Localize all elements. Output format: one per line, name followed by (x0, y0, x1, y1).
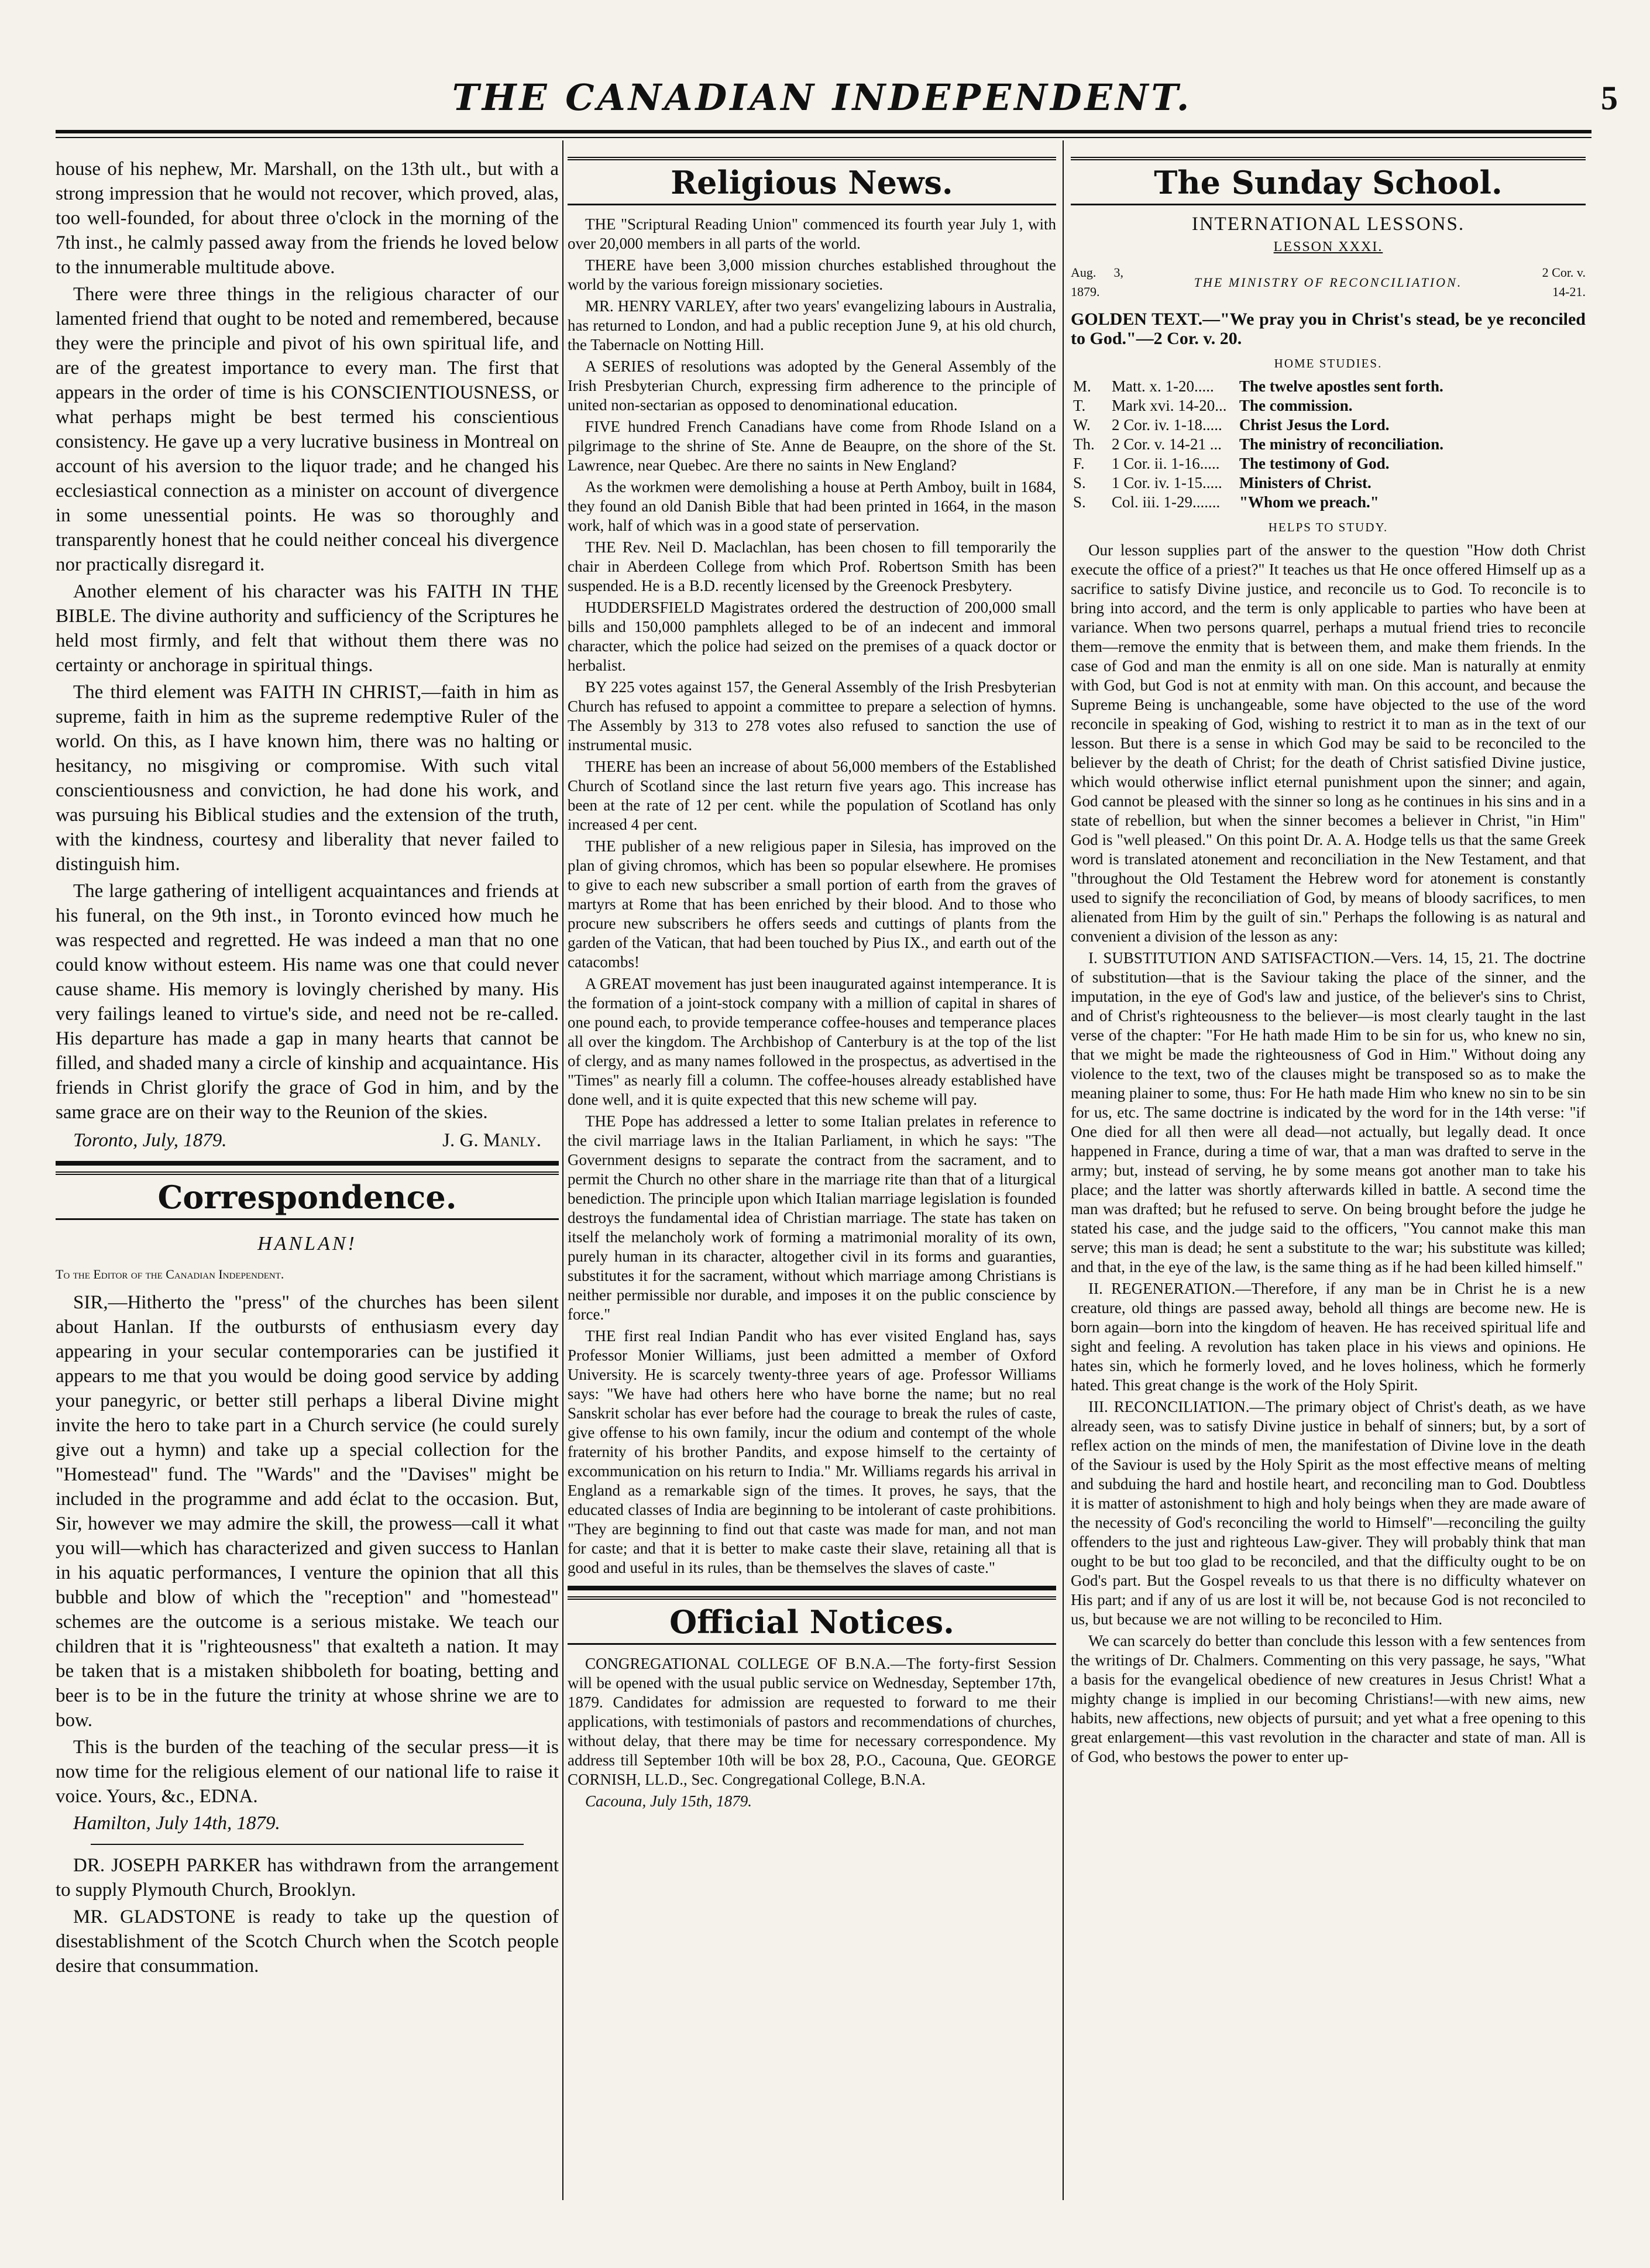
helps-label: HELPS TO STUDY. (1268, 520, 1388, 534)
correspondence-heading: Correspondence. (56, 1171, 559, 1220)
study-reference: 1 Cor. iv. 1-15..... (1112, 474, 1222, 492)
study-reference: 1 Cor. ii. 1-16..... (1112, 455, 1220, 472)
news-item: A GREAT movement has just been inaugurated against intemperance. It is the formation of a joint-stock company with a million of capital in shares of one pound each, to provide temperance coffee-houses and temperance places all over the kingdom. The Archbishop of Canterbury is at the top of the list of clergy, and as many names followed in the prospectus, as advertised in the "Times" as nearly fill a column. The coffee-houses already established have done well, and it is quite expected that this new scheme will pay. (568, 975, 1056, 1108)
study-topic: The ministry of reconciliation. (1239, 435, 1443, 453)
section-rule (56, 1161, 559, 1166)
lesson-paragraph: Our lesson supplies part of the answer to the question "How doth Christ execute the office of a priest?" It teaches us that He once offered Himself up as a sacrifice to satisfy Divine justice, and reconcile us to God. To reconcile is to bring into accord, and the term is only applicable to parties who have been at variance. When two persons quarrel, perhaps a mutual friend tries to reconcile them—remove the enmity that is between them, and make them friends. In the case of God and man the enmity is all on one side. Man is naturally at enmity with God, but God is not at enmity with man. On this account, and because the Supreme Being is unchangeable, some have objected to the use of the word reconcile in speaking of God, wishing to restrict it to man as in the text of our lesson. But there is a sense in which God may be said to be reconciled to the believer by the death of Christ; for the death of Christ satisfied Divine justice, which would otherwise inflict eternal punishment upon the sinner; and again, God cannot be pleased with the sinner so long as he continues in his sins and in a state of rebellion, but when the sinner becomes a believer in Christ, "in Him" God is "well pleased." On this point Dr. A. A. Hodge tells us that the same Greek word is translated atonement and reconciliation in the New Testament, and that "throughout the Old Testament the Hebrew word for atonement is constantly used to signify the reconciliation of God, by means of bloody sacrifices, to men alienated from Him by the guilt of sin." Perhaps the following is as natural and convenient a division of the lesson as any: (1071, 541, 1586, 945)
letter-title: HANLAN! (257, 1233, 357, 1255)
news-item: THE first real Indian Pandit who has ever visited England has, says Professor Monier Williams, just been admitted a member of Oxford University. He is scarcely twenty-three years of age. Professor Williams says: "We have had others here who have borne the name; but no real Sanskrit scholar has ever before had the courage to break the rules of caste, give offense to his own family, incur the odium and contempt of the whole fraternity of his brother Pandits, and expose himself to the certainty of excommunication on his return to India." Mr. Williams regards his arrival in England as a remarkable sign of the times. It proves, he says, that the educated classes of India are beginning to be intolerant of caste prohibitions. "They are beginning to find out that caste was made for man, and not man for caste; and that it is better to make caste their slave, retaining all that is good and useful in its rules, than be themselves the slaves of caste." (568, 1327, 1056, 1576)
middle-column (568, 157, 1056, 1811)
study-topic: The twelve apostles sent forth. (1239, 377, 1443, 395)
notice-dateline: Cacouna, July 15th, 1879. (585, 1792, 752, 1810)
news-item: THE "Scriptural Reading Union" commenced its fourth year July 1, with over 20,000 members in all parts of the world. (568, 215, 1056, 252)
lessons-title: INTERNATIONAL LESSONS. (1191, 214, 1465, 235)
obituary-paragraph: house of his nephew, Mr. Marshall, on the 13th ult., but with a strong impression that he would not recover, which proved, alas, too well-founded, for about three o'clock in the morning of the 7th inst., he calmly passed away from the friends he loved below to the innumerable multitude above. (56, 159, 559, 278)
column-divider-1 (562, 140, 563, 2200)
obituary-dateline: Toronto, July, 1879. (73, 1130, 227, 1151)
study-topic: "Whom we preach." (1239, 493, 1379, 511)
golden-text: GOLDEN TEXT.—"We pray you in Christ's stead, be ye reconciled to God."—2 Cor. v. 20. (1071, 310, 1586, 348)
news-item: As the workmen were demolishing a house at Perth Amboy, built in 1684, they found an old Danish Bible that had been printed in 1664, in the mason work, half of which was in a good state of perservation. (568, 478, 1056, 534)
study-row (1071, 435, 1586, 454)
news-item: HUDDERSFIELD Magistrates ordered the destruction of 200,000 small bills and 150,000 pamphlets alleged to be of an indecent and immoral character, which the police had seized on the premises of a quack doctor or herbalist. (568, 599, 1056, 674)
lesson-date: Aug. 3, 1879. (1071, 265, 1123, 299)
study-topic: Christ Jesus the Lord. (1239, 416, 1390, 434)
obituary-author: J. G. Manly. (442, 1130, 541, 1151)
left-column (56, 157, 559, 1981)
study-day: T. (1073, 397, 1086, 414)
news-item: THE publisher of a new religious paper in Silesia, has improved on the plan of giving chromos, which has been so popular elsewhere. He promises to give to each new subscriber a small portion of earth from the graves of martyrs at Rome that has been enriched by their blood. And to those who procure new subscribers he offers seeds and cuttings of plants from the garden of the Vatican, that had been touched by Pius IX., and earth out of the catacombs! (568, 837, 1056, 971)
letter-dateline: Hamilton, July 14th, 1879. (73, 1813, 280, 1834)
news-item: THE Rev. Neil D. Maclachlan, has been chosen to fill temporarily the chair in Aberdeen College from which Prof. Robertson Smith has been suspended. He is a B.D. recently licensed by the Greenock Presbytery. (568, 538, 1056, 595)
study-day: S. (1073, 474, 1086, 492)
study-row (1071, 396, 1586, 415)
newspaper-title: THE CANADIAN INDEPENDENT. (452, 76, 1192, 119)
study-reference: Matt. x. 1-20..... (1112, 377, 1214, 395)
home-studies-table (1071, 377, 1586, 512)
obituary-signature (56, 1128, 559, 1153)
sunday-school-heading: The Sunday School. (1071, 157, 1586, 205)
study-row (1071, 473, 1586, 493)
news-item: MR. HENRY VARLEY, after two years' evangelizing labours in Australia, has returned to London, and had a public reception June 9, at his old church, the Tabernacle on Notting Hill. (568, 297, 1056, 353)
news-item: THE Pope has addressed a letter to some Italian prelates in reference to the civil marriage laws in the Italian Parliament, in which he says: "The Government designs to separate the contract from the sacrament, and to permit the Church no other share in the marriage rite than that of a liturgical benediction. The principle upon which Italian marriage legislation is founded destroys the fundamental idea of Christian marriage. The state has taken on itself the melancholy work of forming a matrimonial morality of its own, purely human in its character, altogether civil in its forms and guaranties, substitutes it for the sacrament, without which marriage among Christians is neither permissible nor durable, and imposes it on the public conscience by force." (568, 1112, 1056, 1323)
letter-paragraph: SIR,—Hitherto the "press" of the churches has been silent about Hanlan. If the outbursts of enthusiasm every day appearing in your secular contemporaries can be justified it appears to me that you would be doing good service by adding your panegyric, or better still perhaps a liberal Divine might invite the hero to take part in a Church service (he could surely give out a hymn) and take up a special collection for the "Homestead" fund. The "Wards" and the "Davises" might be included in the programme and add éclat to the occasion. But, Sir, however we may admire the skill, the prowess—call it what you will—which has characterized and given success to Hanlan in his aquatic performances, I venture the opinion that all this bubble and blow of which the "reception" and "homestead" schemes are the outcome is a serious mistake. We teach our children that it is "righteousness" that exalteth a nation. It may be taken that is a mistaken shibboleth for boating, betting and beer is to be in the future the trinity at whose shrine we are to bow. (56, 1292, 559, 1731)
lesson-paragraph: I. SUBSTITUTION AND SATISFACTION.—Vers. 14, 15, 21. The doctrine of substitution—that is the Saviour taking the place of the sinner, and the imputation, in the eye of God's law and justice, of the believer's sins to Christ, and of Christ's righteousness to the believer—is most clearly taught in the last verse of the chapter: "For He hath made Him to be sin for us, who knew no sin, that we might be made the righteousness of God in Him." Without doing any violence to the text, two of the clauses might be transposed so as to make the meaning plainer to some, thus: For He hath made Him who knew no sin to be sin for us, etc. The same doctrine is indicated by the word for in the 14th verse: "if One died for all then were all dead—not actually, but legally dead. It once happened in France, during a time of war, that a man was drafted to serve in the army; but, instead of serving, he by some means got another man to take his place; and the latter was shortly afterwards killed in battle. A second time the man was drafted; but he refused to serve. On being brought before the judge he stated his case, and the judge said to the officers, "You cannot make this man serve; this man is dead; he sent a substitute to the war; his substitute was killed; and that, in the eye of the law, is the same thing as if he had been killed himself." (1071, 949, 1586, 1276)
study-day: W. (1073, 416, 1091, 434)
right-column (1071, 157, 1586, 1769)
section-rule (568, 1586, 1056, 1590)
study-row (1071, 377, 1586, 396)
study-day: Th. (1073, 435, 1095, 453)
study-row (1071, 454, 1586, 473)
news-item: THERE has been an increase of about 56,000 members of the Established Church of Scotland since the last return five years ago. This increase has been at the rate of 12 per cent. while the population of Scotland has only increased 4 per cent. (568, 758, 1056, 833)
lesson-meta (1071, 263, 1586, 301)
masthead-rule-thick (56, 130, 1591, 133)
lesson-paragraph: II. REGENERATION.—Therefore, if any man be in Christ he is a new creature, old things are passed away, behold all things are become new. He is born again—born into the kingdom of heaven. He has received spiritual life and sight and feeling. A revolution has taken place in his views and opinions. He hates sin, which he formerly loved, and he loves holiness, which he formerly hated. This great change is the work of the Holy Spirit. (1071, 1280, 1586, 1394)
study-reference: 2 Cor. v. 14-21 ... (1112, 435, 1222, 453)
study-reference: Mark xvi. 14-20... (1112, 397, 1227, 414)
news-item: BY 225 votes against 157, the General Assembly of the Irish Presbyterian Church has refused to appoint a committee to prepare a selection of hymns. The Assembly by 313 to 278 votes also refused to sanction the use of instrumental music. (568, 678, 1056, 754)
official-notices-heading: Official Notices. (568, 1596, 1056, 1645)
religious-news-heading: Religious News. (568, 157, 1056, 205)
lesson-title: THE MINISTRY OF RECONCILIATION. (1194, 274, 1463, 290)
letter-addressee: To the Editor of the Canadian Independent. (56, 1267, 284, 1281)
study-day: S. (1073, 493, 1086, 511)
study-topic: Ministers of Christ. (1239, 474, 1371, 492)
masthead-rule-thin (56, 137, 1591, 138)
home-studies-label: HOME STUDIES. (1274, 356, 1383, 370)
column-divider-2 (1063, 140, 1064, 2200)
lesson-reference: 2 Cor. v. 14-21. (1542, 265, 1586, 299)
obituary-paragraph: The large gathering of intelligent acquaintances and friends at his funeral, on the 9th inst., in Toronto evinced how much he was respected and regretted. He was indeed a man that no one could know without esteem. His name was one that could never cause shame. His memory is lovingly cherished by many. His very failings leaned to virtue's side, and need not be re-called. His departure has made a gap in many hearts that cannot be filled, and shaded many a circle of kinship and acquaintance. His friends in Christ glorify the grace of God in him, and by the same grace are on their way to the Reunion of the skies. (56, 881, 559, 1123)
divider (91, 1844, 524, 1845)
news-item: THERE have been 3,000 mission churches established throughout the world by the various foreign missionary societies. (568, 256, 1056, 293)
notice-text: CONGREGATIONAL COLLEGE OF B.N.A.—The forty-first Session will be opened with the usual public service on Wednesday, September 17th, 1879. Candidates for admission are requested to forward to me their applications, with testimonials of pastors and recommendations of churches, without delay, that there may be time for necessary correspondence. My address till September 10th will be box 28, P.O., Cacouna, Que. GEORGE CORNISH, LL.D., Sec. Congregational College, B.N.A. (568, 1655, 1056, 1788)
study-row (1071, 415, 1586, 435)
obituary-paragraph: There were three things in the religious character of our lamented friend that ought to be noted and remembered, because they were the principle and pivot of his own spiritual life, and are of the greatest importance to every man. The first that appears in the order of time is his CONSCIENTIOUSNESS, or what perhaps might be best termed his conscientious consistency. He gave up a very lucrative business in Montreal on account of his aversion to the liquor trade; and he changed his ecclesiastical connection as a minister on account of divergence in some unessential points. He was so thoroughly and transparently honest that he could neither conceal his divergence nor practically disregard it. (56, 284, 559, 575)
study-reference: Col. iii. 1-29....... (1112, 493, 1221, 511)
study-topic: The testimony of God. (1239, 455, 1390, 472)
letter-paragraph: This is the burden of the teaching of the secular press—it is now time for the religious element of our national life to raise it voice. Yours, &c., EDNA. (56, 1737, 559, 1807)
study-day: M. (1073, 377, 1091, 395)
news-note: DR. JOSEPH PARKER has withdrawn from the arrangement to supply Plymouth Church, Brooklyn. (56, 1855, 559, 1901)
obituary-paragraph: Another element of his character was his FAITH IN THE BIBLE. The divine authority and sufficiency of the Scriptures he held most firmly, and felt that without them there was no certainty or anchorage in spiritual things. (56, 581, 559, 676)
news-note: MR. GLADSTONE is ready to take up the question of disestablishment of the Scotch Church when the Scotch people desire that consummation. (56, 1906, 559, 1977)
obituary-paragraph: The third element was FAITH IN CHRIST,—faith in him as supreme, faith in him as the supreme redemptive Ruler of the world. On this, as I have known him, there was no halting or hesitancy, no misgiving or compromise. With such vital conscientiousness and conviction, he had done his work, and was pursuing his Biblical studies and the extension of the truth, with the kindness, courtesy and liberality that never failed to distinguish him. (56, 682, 559, 875)
study-row (1071, 493, 1586, 512)
page-number: 5 (1601, 79, 1618, 117)
lesson-paragraph: III. RECONCILIATION.—The primary object of Christ's death, as we have already seen, was to satisfy Divine justice in behalf of sinners; but, by a sort of reflex action on the minds of men, the manifestation of Divine love in the death of the Saviour is used by the Holy Spirit as the most effective means of melting and subduing the hard and hostile heart, and reconciling man to God. Doubtless it is matter of astonishment to high and holy beings when they are made aware of the necessity of God's reconciling the world to Himself"—reconciling the guilty offenders to the just and righteous Law-giver. They will probably think that man ought to be but too glad to be reconciled, and that the difficulty ought to be on God's part. But the Gospel reveals to us that there is no difficulty whatever on His part; and if any of us are lost it will be, not because God is not reconciled to us, but because we are not willing to be reconciled to Him. (1071, 1398, 1586, 1628)
lesson-number: LESSON XXXI. (1273, 239, 1383, 255)
masthead (56, 76, 1618, 129)
study-day: F. (1073, 455, 1085, 472)
study-reference: 2 Cor. iv. 1-18..... (1112, 416, 1222, 434)
study-topic: The commission. (1239, 397, 1353, 414)
news-item: FIVE hundred French Canadians have come from Rhode Island on a pilgrimage to the shrine of Ste. Anne de Beaupre, on the shore of the St. Lawrence, near Quebec. Are there no saints in New England? (568, 418, 1056, 474)
lesson-paragraph: We can scarcely do better than conclude this lesson with a few sentences from the writings of Dr. Chalmers. Commenting on this very passage, he says, "What a basis for the evangelical obedience of new creatures in Jesus Christ! What a mighty change is implied in our becoming Christians!—with new aims, new habits, new affections, new objects of pursuit; and yet what a free opening to this great enlargement—this vast revolution in the character and state of man. All is of God, who bestows the power to enter up- (1071, 1632, 1586, 1765)
news-item: A SERIES of resolutions was adopted by the General Assembly of the Irish Presbyterian Church, expressing firm adherence to the principle of united non-sectarian as opposed to denominational education. (568, 358, 1056, 414)
